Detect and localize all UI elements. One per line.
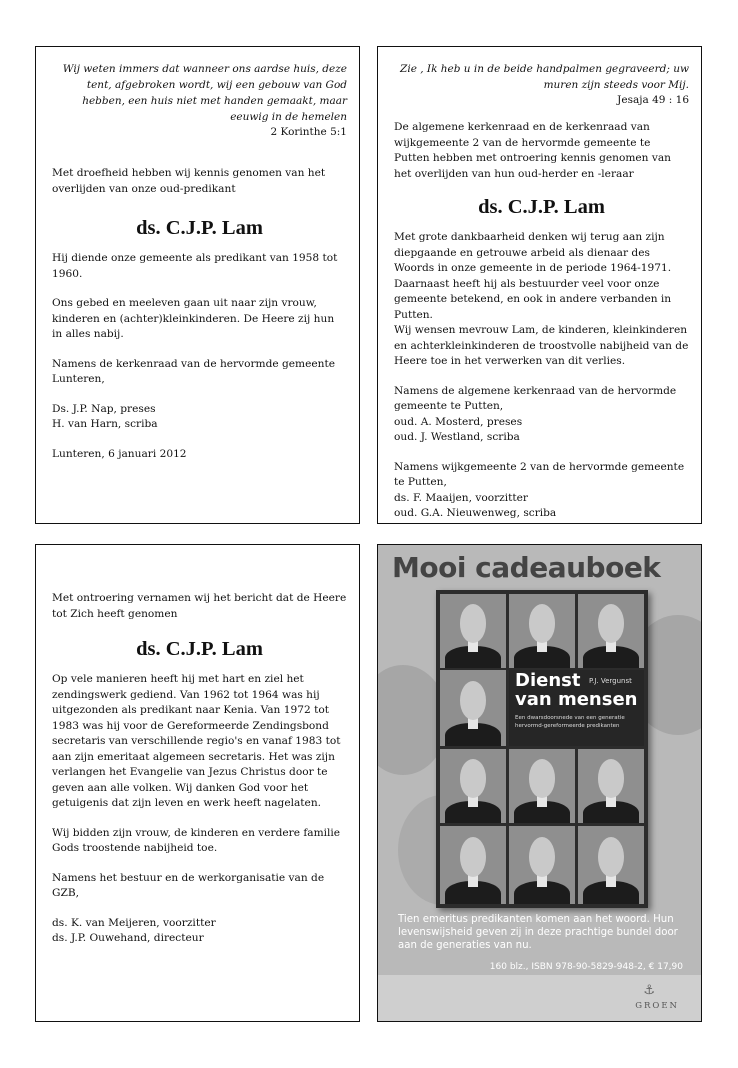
portrait-photo	[440, 594, 506, 668]
book-title-line-2: van mensen	[515, 689, 638, 710]
signatory: Ds. J.P. Nap, preses	[52, 402, 156, 415]
book-advertisement[interactable]	[377, 544, 702, 1022]
signatory: H. van Harn, scriba	[52, 418, 158, 430]
portrait-photo	[440, 826, 506, 904]
book-cover[interactable]	[436, 590, 648, 908]
portrait-photo	[509, 826, 575, 904]
portrait-photo	[578, 826, 644, 904]
portrait-photo	[509, 749, 575, 823]
paragraph: Op vele manieren heeft hij met hart en ziel het zendingswerk gediend. Van 1962 tot 1964 was hij uitgezonden als predikant naar Kenia. Van 1972 tot 1983 was hij voor de Gereformeerde Zendingsbond secretaris van verschillende regio's en vanaf 1983 tot aan zijn emeritaat algemeen secretaris. Het was zijn verlangen het Evangelie van Jezus Christus door te geven aan alle volken. Wij danken God voor het getuigenis dat zijn leven en werk heeft nagelaten.	[52, 673, 341, 809]
paragraph: Wij bidden zijn vrouw, de kinderen en verdere familie Gods troostende nabijheid toe.	[52, 826, 341, 854]
paragraph: Wij wensen mevrouw Lam, de kinderen, kleinkinderen en achterkleinkinderen de troostvolle nabijheid van de Heere toe in het verwerken van dit verlies.	[394, 324, 689, 367]
paragraph: Namens de kerkenraad van de hervormde gemeente Lunteren,	[52, 357, 335, 385]
signatory: ds. F. Maaijen, voorzitter	[394, 491, 528, 504]
bible-reference: 2 Korinthe 5:1	[270, 126, 347, 138]
paragraph: Ons gebed en meeleven gaan uit naar zijn vrouw, kinderen en (achter)kleinkinderen. De Heere zij hun in alles nabij.	[52, 297, 335, 340]
intro-text: Met droefheid hebben wij kennis genomen van het overlijden van onze oud-predikant	[52, 167, 326, 195]
portrait-photo	[578, 594, 644, 668]
ad-footer-band	[378, 975, 701, 1021]
anchor-icon: ⚓	[643, 983, 655, 998]
portrait-photo	[509, 594, 575, 668]
paragraph: Namens het bestuur en de werkorganisatie van de GZB,	[52, 871, 325, 899]
book-title-line-1: Dienst	[515, 670, 581, 691]
ad-description: Tien emeritus predikanten komen aan het woord. Hun levenswijsheid geven zij in deze prachtige bundel door aan de generaties van nu.	[398, 914, 678, 951]
bible-quote: Wij weten immers dat wanneer ons aardse huis, deze tent, afgebroken wordt, wij een gebouw van God hebben, een huis niet met handen gemaakt, maar eeuwig in de hemelen	[62, 63, 347, 123]
paragraph: Namens de algemene kerkenraad van de hervormde gemeente te Putten,	[394, 384, 677, 412]
portrait-photo	[440, 670, 506, 746]
signatory: ds. J.P. Ouwehand, directeur	[52, 932, 204, 944]
book-subtitle: Een dwarsdoorsnede van een generatie hervormd-gereformeerde predikanten	[515, 715, 625, 729]
signatory: ds. K. van Meijeren, voorzitter	[52, 916, 216, 929]
deceased-name: ds. C.J.P. Lam	[136, 217, 263, 239]
notice-gzb	[35, 544, 360, 1022]
portrait-photo	[440, 749, 506, 823]
paragraph: Met grote dankbaarheid denken wij terug aan zijn diepgaande en getrouwe arbeid als dienaar des Woords in onze gemeente in de periode 1964-1971. Daarnaast heeft hij als bestuurder veel voor onze gemeente betekend, en ook in andere verbanden in Putten.	[394, 231, 672, 321]
notice-lunteren	[35, 46, 360, 524]
signatory: oud. A. Mosterd, preses	[394, 415, 523, 428]
portrait-photo	[578, 749, 644, 823]
publisher-logo: GROEN	[635, 1001, 679, 1011]
intro-text: Met ontroering vernamen wij het bericht dat de Heere tot Zich heeft genomen	[52, 592, 347, 620]
book-title-panel	[509, 670, 644, 746]
notice-putten	[377, 46, 702, 524]
paragraph: Namens wijkgemeente 2 van de hervormde gemeente te Putten,	[394, 460, 685, 488]
bible-reference: Jesaja 49 : 16	[617, 94, 689, 106]
bible-quote: Zie , Ik heb u in de beide handpalmen gegraveerd; uw muren zijn steeds voor Mij.	[400, 63, 689, 91]
intro-text: De algemene kerkenraad en de kerkenraad van wijkgemeente 2 van de hervormde gemeente te Putten hebben met ontroering kennis genomen van het overlijden van hun oud-herder en -leraar	[394, 121, 671, 180]
deceased-name: ds. C.J.P. Lam	[478, 196, 605, 218]
date-line: Lunteren, 6 januari 2012	[52, 447, 187, 460]
paragraph: Hij diende onze gemeente als predikant van 1958 tot 1960.	[52, 252, 338, 280]
book-price-info: 160 blz., ISBN 978-90-5829-948-2, € 17,90	[489, 962, 683, 972]
deceased-name: ds. C.J.P. Lam	[136, 638, 263, 660]
signatory: oud. G.A. Nieuwenweg, scriba	[394, 507, 557, 519]
ad-headline: Mooi cadeauboek	[392, 551, 661, 584]
signatory: oud. J. Westland, scriba	[394, 431, 520, 443]
book-author: P.J. Vergunst	[589, 677, 632, 685]
